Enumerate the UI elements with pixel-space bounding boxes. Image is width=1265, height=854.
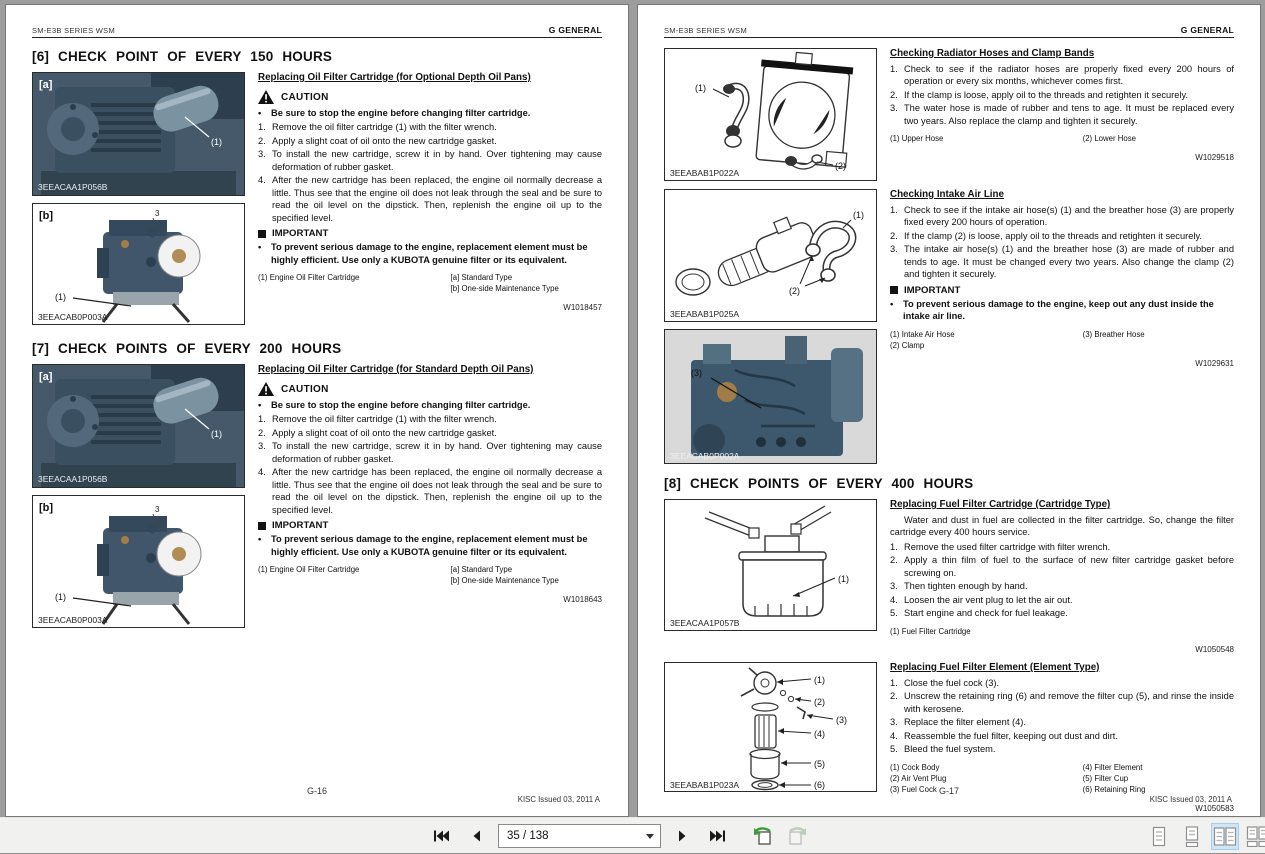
callout-1: (1) [55, 292, 66, 302]
layout-continuous-button[interactable] [1178, 823, 1206, 850]
step: If the clamp is loose, apply oil to the threads and retighten it securely. [904, 89, 1189, 100]
continuous-scrolling-icon [1182, 826, 1202, 847]
step: Apply a slight coat of oil onto the new cartridge gasket. [272, 427, 497, 438]
callout-5: (5) [814, 758, 825, 769]
page-number: G-16 [306, 786, 327, 796]
last-page-icon [709, 828, 727, 844]
page-number-value: 35 / 138 [507, 830, 549, 842]
w-number: W1029518 [1195, 152, 1234, 162]
figure-code: 3EEABAB1P022A [670, 168, 739, 178]
caution-text: • Be sure to stop the engine before changing filter cartridge. [258, 399, 602, 411]
w-number: W1029631 [1195, 359, 1234, 369]
figure-engine-photo-b [32, 495, 245, 628]
svg-text:3: 3 [155, 505, 160, 514]
legend-item: [a] Standard Type [450, 272, 513, 282]
fuel-cartridge-section [664, 499, 1234, 654]
svg-text:3: 3 [155, 209, 160, 218]
figure-tag: [a] [39, 371, 53, 383]
important-square-icon [258, 522, 266, 530]
procedure-heading: Replacing Oil Filter Cartridge (for Optional Depth Oil Pans) [258, 72, 531, 83]
step: Loosen the air vent plug to let the air out. [904, 594, 1073, 605]
procedure-steps [258, 413, 602, 516]
procedure-steps [258, 121, 602, 224]
callout-1: (1) [211, 137, 222, 147]
legend [890, 329, 1234, 352]
previous-view-button[interactable] [750, 823, 776, 849]
step: Bleed the fuel system. [904, 744, 996, 755]
legend [890, 133, 1234, 144]
legend-item: [b] One-side Maintenance Type [450, 284, 559, 294]
step: Check to see if the radiator hoses are properly fixed every 200 hours of operation or every six months, whichever comes first. [904, 64, 1234, 87]
radiator-section [664, 48, 1234, 181]
page-left [5, 4, 629, 817]
figure-code: 3EEACAA1P056B [38, 474, 108, 484]
figure-engine-photo-b [32, 203, 245, 325]
figure-code: 3EEACAB0P003A [38, 615, 108, 625]
facing-pages-icon [1213, 826, 1237, 847]
caution-triangle-icon [258, 382, 274, 396]
chevron-down-icon [646, 834, 654, 839]
callout-2: (2) [835, 161, 846, 171]
legend-item: (1) Cock Body [890, 762, 940, 772]
bottom-toolbar [0, 817, 1265, 854]
figure-code: 3EEACAB0P002A [670, 451, 740, 461]
figure-engine-photo-a [32, 364, 245, 488]
figure-intake-drawing [664, 189, 877, 322]
legend-item: (1) Fuel Filter Cartridge [890, 626, 971, 636]
important-label: IMPORTANT [904, 284, 961, 296]
important-label: IMPORTANT [272, 520, 329, 532]
next-page-button[interactable] [670, 823, 696, 849]
step: Then tighten enough by hand. [904, 581, 1028, 592]
legend-item: (2) Air Vent Plug [890, 773, 947, 783]
figure-tag: [b] [39, 502, 54, 514]
figure-engine-photo [664, 329, 877, 464]
intake-section [664, 189, 1234, 464]
legend-item: (3) Breather Hose [1082, 329, 1145, 339]
figure-fuel-element-exploded-drawing [664, 662, 877, 792]
next-view-icon [786, 826, 808, 846]
callout-3: (3) [691, 368, 702, 378]
header-section: G GENERAL [548, 25, 602, 35]
legend-item: (2) Lower Hose [1082, 134, 1136, 144]
callout-1: (1) [853, 210, 864, 220]
figure-code: 3EEACAB0P003A [38, 312, 108, 322]
procedure-heading: Replacing Fuel Filter Element (Element Type) [890, 661, 1100, 673]
important-square-icon [890, 286, 898, 294]
step: Remove the oil filter cartridge (1) with the filter wrench. [272, 122, 497, 133]
layout-continuous-facing-button[interactable] [1244, 823, 1265, 850]
step: After the new cartridge has been replaced, the engine oil normally decrease a little. Thus see that the engine oil does not leak through the seal and be sure to read the oil level on the dipstick. Then, replenish the engine oil up to the specified level. [272, 175, 602, 223]
legend [890, 626, 1234, 637]
callout-1: (1) [838, 574, 849, 584]
header-series: SM-E3B SERIES WSM [664, 26, 748, 35]
figure-radiator-drawing [664, 48, 877, 181]
single-page-icon [1149, 826, 1169, 847]
legend-item: [a] Standard Type [450, 564, 513, 574]
section-7-title: [7] CHECK POINTS OF EVERY 200 HOURS [32, 341, 342, 356]
legend [258, 272, 602, 295]
step: Check to see if the intake air hose(s) (1) and the breather hose (3) are properly fixed every 200 hours of operation. [904, 205, 1234, 228]
header-section: G GENERAL [1180, 25, 1234, 35]
previous-page-button[interactable] [463, 823, 489, 849]
step: Apply a slight coat of oil onto the new cartridge gasket. [272, 135, 497, 146]
step: Replace the filter element (4). [904, 717, 1026, 728]
step: Remove the oil filter cartridge (1) with the filter wrench. [272, 414, 497, 425]
important-text: • To prevent serious damage to the engine, replacement element must be highly efficient. Use only a KUBOTA genuine filter or its equivalent. [258, 241, 602, 266]
important-label: IMPORTANT [272, 228, 329, 240]
figure-code: 3EEACAA1P057B [670, 618, 740, 628]
page-number-combobox[interactable] [498, 824, 661, 848]
procedure-steps [890, 677, 1234, 756]
figure-code: 3EEACAA1P056B [38, 182, 108, 192]
legend-item: (1) Intake Air Hose [890, 329, 955, 339]
step: The intake air hose(s) (1) and the breather hose (3) are made of rubber and tends to age. It must be changed every two years. Also change the clamp (2) and tighten it securely. [904, 244, 1234, 280]
callout-1: (1) [814, 674, 825, 685]
section-6 [32, 72, 602, 325]
page-header [664, 25, 1234, 38]
section-7 [32, 364, 602, 628]
legend-item: (1) Engine Oil Filter Cartridge [258, 564, 360, 574]
page-header [32, 25, 602, 38]
important-square-icon [258, 230, 266, 238]
callout-3: (3) [836, 714, 847, 725]
w-number: W1018457 [563, 302, 602, 312]
intro-paragraph: Water and dust in fuel are collected in the filter cartridge. So, change the filter cartridge every 400 hours service. [890, 515, 1234, 538]
caution-label: CAUTION [281, 91, 329, 103]
legend-item: (1) Engine Oil Filter Cartridge [258, 272, 360, 282]
procedure-heading: Replacing Oil Filter Cartridge (for Standard Depth Oil Pans) [258, 364, 534, 375]
callout-2: (2) [814, 696, 825, 707]
important-text: • To prevent serious damage to the engine, replacement element must be highly efficient. Use only a KUBOTA genuine filter or its equivalent. [258, 533, 602, 558]
step: Start engine and check for fuel leakage. [904, 608, 1068, 619]
w-number: W1050583 [1195, 803, 1234, 813]
figure-code: 3EEABAB1P025A [670, 309, 739, 319]
procedure-heading: Checking Intake Air Line [890, 189, 1004, 200]
previous-page-icon [469, 828, 483, 844]
legend-item: (1) Upper Hose [890, 134, 944, 144]
figure-tag: [b] [39, 210, 54, 222]
figure-engine-photo-a [32, 72, 245, 196]
step: If the clamp (2) is loose, apply oil to the threads and retighten it securely. [904, 230, 1202, 241]
header-series: SM-E3B SERIES WSM [32, 26, 116, 35]
legend-item: (5) Filter Cup [1082, 773, 1129, 783]
legend-item: (4) Filter Element [1082, 762, 1143, 772]
legend [258, 564, 602, 587]
caution-text: • Be sure to stop the engine before changing filter cartridge. [258, 107, 602, 119]
procedure-steps [890, 541, 1234, 620]
figure-code: 3EEABAB1P023A [670, 779, 739, 790]
previous-view-icon [752, 826, 774, 846]
callout-2: (2) [789, 286, 800, 296]
legend-item: [b] One-side Maintenance Type [450, 576, 559, 586]
step: After the new cartridge has been replaced, the engine oil normally decrease a little. Thus see that the engine oil does not leak through the seal and be sure to read the oil level on the dipstick. Then, replenish the engine oil up to the specified level. [272, 467, 602, 515]
procedure-heading: Checking Radiator Hoses and Clamp Bands [890, 48, 1095, 59]
callout-4: (4) [814, 728, 825, 739]
callout-1: (1) [55, 592, 66, 602]
step: To install the new cartridge, screw it in by hand. Over tightening may cause deformation of rubber gasket. [272, 149, 602, 172]
step: Unscrew the retaining ring (6) and remove the filter cup (5), and rinse the inside with kerosene. [904, 691, 1234, 714]
first-page-button[interactable] [428, 823, 454, 849]
figure-fuel-cartridge-drawing [664, 499, 877, 631]
step: Close the fuel cock (3). [904, 677, 1000, 688]
callout-1: (1) [211, 429, 222, 439]
callout-6: (6) [814, 779, 825, 790]
page-number: G-17 [938, 786, 959, 796]
step: Apply a thin film of fuel to the surface of new filter cartridge gasket before screwing on. [904, 555, 1234, 578]
page-right [637, 4, 1261, 817]
callout-1: (1) [695, 83, 706, 93]
issue-note: KISC Issued 03, 2011 A [1149, 795, 1232, 804]
w-number: W1018643 [563, 594, 602, 604]
step: The water hose is made of rubber and tens to age. It must be replaced every two years. Also replace the clamp and tighten it securely. [904, 103, 1234, 126]
procedure-steps [890, 63, 1234, 127]
layout-single-page-button[interactable] [1145, 823, 1173, 850]
step: To install the new cartridge, screw it in by hand. Over tightening may cause deformation of rubber gasket. [272, 441, 602, 464]
caution-label: CAUTION [281, 383, 329, 395]
layout-facing-pages-button[interactable] [1211, 823, 1239, 850]
next-page-icon [676, 828, 690, 844]
caution-triangle-icon [258, 90, 274, 104]
important-text: • To prevent serious damage to the engine, keep out any dust inside the intake air line. [890, 298, 1234, 323]
section-6-title: [6] CHECK POINT OF EVERY 150 HOURS [32, 49, 333, 64]
issue-note: KISC Issued 03, 2011 A [517, 795, 600, 804]
section-8-title: [8] CHECK POINTS OF EVERY 400 HOURS [664, 476, 974, 491]
last-page-button[interactable] [705, 823, 731, 849]
legend-item: (2) Clamp [890, 340, 925, 350]
legend-item: (6) Retaining Ring [1082, 785, 1146, 795]
legend-item: (3) Fuel Cock [890, 785, 937, 795]
step: Remove the used filter cartridge with filter wrench. [904, 541, 1111, 552]
next-view-button[interactable] [784, 823, 810, 849]
w-number: W1050548 [1195, 644, 1234, 654]
step: Reassemble the fuel filter, keeping out dust and dirt. [904, 730, 1118, 741]
procedure-heading: Replacing Fuel Filter Cartridge (Cartridge Type) [890, 499, 1111, 510]
continuous-facing-icon [1246, 826, 1265, 847]
procedure-steps [890, 204, 1234, 281]
first-page-icon [432, 828, 450, 844]
figure-tag: [a] [39, 79, 53, 91]
